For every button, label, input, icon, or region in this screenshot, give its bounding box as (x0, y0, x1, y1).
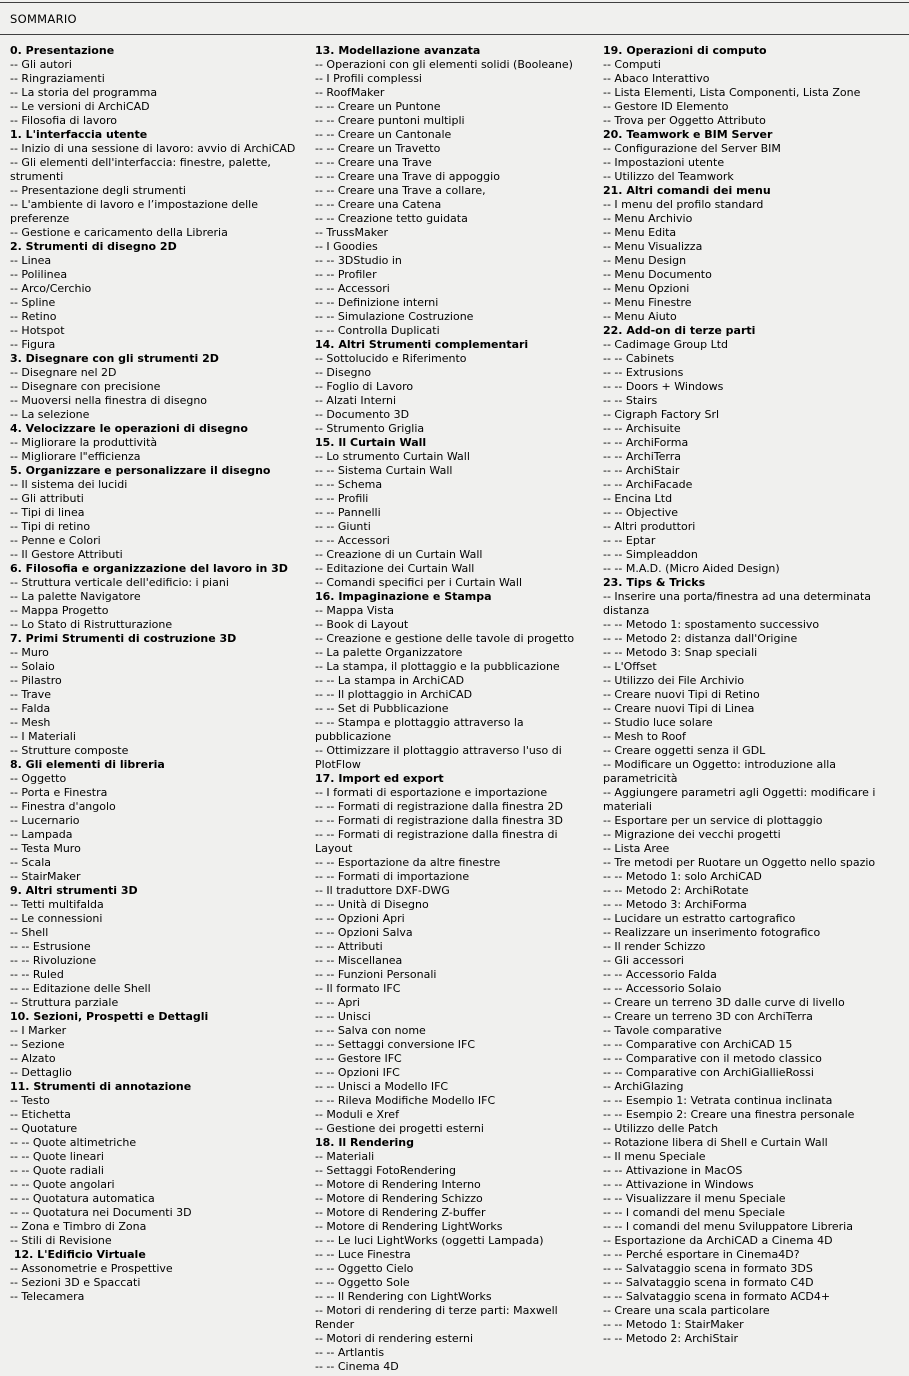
toc-item: -- -- ArchiStair (603, 464, 680, 477)
toc-item: -- ArchiGlazing (603, 1080, 684, 1093)
toc-item: -- -- Apri (315, 996, 360, 1009)
toc-item: -- -- Unità di Disegno (315, 898, 429, 911)
toc-section-heading: 6. Filosofia e organizzazione del lavoro in 3D (10, 562, 288, 575)
toc-item: -- Creare una scala particolare (603, 1304, 770, 1317)
toc-item: -- Gli attributi (10, 492, 84, 505)
toc-item: -- -- Creare una Trave di appoggio (315, 170, 500, 183)
toc-item: -- Motore di Rendering Interno (315, 1178, 481, 1191)
toc-item: -- -- Opzioni Salva (315, 926, 413, 939)
toc-item: -- -- Il plottaggio in ArchiCAD (315, 688, 473, 701)
toc-item: -- Gestione e caricamento della Libreria (10, 226, 228, 239)
toc-section-heading: 13. Modellazione avanzata (315, 44, 481, 57)
toc-item: -- -- Schema (315, 478, 383, 491)
toc-column-2 (315, 44, 596, 1374)
toc-item: -- Spline (10, 296, 56, 309)
toc-item: -- Solaio (10, 660, 55, 673)
toc-item: -- -- M.A.D. (Micro Aided Design) (603, 562, 780, 575)
sommario-page (0, 2, 909, 1374)
toc-item: -- -- Miscellanea (315, 954, 403, 967)
toc-item: -- -- Artlantis (315, 1346, 385, 1359)
toc-section-heading: 22. Add-on di terze parti (603, 324, 756, 337)
toc-item: -- -- Accessorio Solaio (603, 982, 722, 995)
toc-item: -- Disegno (315, 366, 372, 379)
page-title: SOMMARIO (10, 12, 77, 26)
toc-item: -- Migliorare la produttività (10, 436, 158, 449)
toc-item: -- Finestra d'angolo (10, 800, 116, 813)
toc-item: -- -- Estrusione (10, 940, 91, 953)
toc-item: -- Inizio di una sessione di lavoro: avvio di ArchiCAD (10, 142, 296, 155)
toc-item: -- -- Settaggi conversione IFC (315, 1038, 476, 1051)
toc-item: -- -- Formati di registrazione dalla finestra 2D (315, 800, 563, 813)
toc-item: -- Tavole comparative (603, 1024, 722, 1037)
toc-item: -- Inserire una porta/finestra ad una determinata distanza (603, 590, 875, 617)
toc-item: -- Le connessioni (10, 912, 103, 925)
toc-item: -- Menu Design (603, 254, 687, 267)
toc-item: -- -- Formati di importazione (315, 870, 470, 883)
toc-column-3 (603, 44, 909, 1346)
toc-item: -- Quotature (10, 1122, 78, 1135)
toc-item: -- Migliorare l"efficienza (10, 450, 141, 463)
toc-item: -- Menu Documento (603, 268, 712, 281)
toc-item: -- La stampa, il plottaggio e la pubblicazione (315, 660, 560, 673)
toc-item: -- Tipi di retino (10, 520, 91, 533)
toc-item: -- Editazione dei Curtain Wall (315, 562, 475, 575)
toc-item: -- Utilizzo del Teamwork (603, 170, 734, 183)
toc-item: -- -- Creare un Cantonale (315, 128, 452, 141)
toc-item: -- I menu del profilo standard (603, 198, 764, 211)
toc-item: -- Lista Aree (603, 842, 670, 855)
toc-item: -- -- Metodo 3: Snap speciali (603, 646, 758, 659)
toc-item: -- Ringraziamenti (10, 72, 105, 85)
toc-section-heading: 4. Velocizzare le operazioni di disegno (10, 422, 248, 435)
toc-item: -- -- Le luci LightWorks (oggetti Lampada) (315, 1234, 544, 1247)
toc-item: -- -- Creare una Trave a collare, (315, 184, 486, 197)
toc-item: -- Comandi specifici per i Curtain Wall (315, 576, 523, 589)
toc-item: -- Settaggi FotoRendering (315, 1164, 456, 1177)
toc-section-heading: 17. Import ed export (315, 772, 444, 785)
toc-item: -- Impostazioni utente (603, 156, 725, 169)
toc-section-heading: 2. Strumenti di disegno 2D (10, 240, 177, 253)
toc-item: -- Operazioni con gli elementi solidi (Booleane) (315, 58, 573, 71)
toc-item: -- Disegnare nel 2D (10, 366, 117, 379)
toc-item: -- Configurazione del Server BIM (603, 142, 781, 155)
toc-section-heading: 23. Tips & Tricks (603, 576, 706, 589)
toc-item: -- Lampada (10, 828, 73, 841)
toc-item: -- Il formato IFC (315, 982, 401, 995)
toc-item: -- Gestione dei progetti esterni (315, 1122, 484, 1135)
toc-section-heading: 1. L'interfaccia utente (10, 128, 148, 141)
toc-item: -- Le versioni di ArchiCAD (10, 100, 150, 113)
toc-item: -- Gli accessori (603, 954, 684, 967)
toc-item: -- Tipi di linea (10, 506, 85, 519)
toc-item: -- Penne e Colori (10, 534, 101, 547)
toc-item: -- -- Gestore IFC (315, 1052, 402, 1065)
toc-item: -- Gli elementi dell'interfaccia: finestre, palette, strumenti (10, 156, 275, 183)
toc-item: -- -- Controlla Duplicati (315, 324, 440, 337)
toc-item: -- -- Metodo 1: spostamento successivo (603, 618, 820, 631)
toc-item: -- -- I comandi del menu Sviluppatore Libreria (603, 1220, 853, 1233)
toc-item: -- Cadimage Group Ltd (603, 338, 729, 351)
toc-item: -- La storia del programma (10, 86, 158, 99)
toc-item: -- -- Opzioni IFC (315, 1066, 400, 1079)
toc-item: -- Sottolucido e Riferimento (315, 352, 467, 365)
toc-item: -- -- Cinema 4D (315, 1360, 399, 1373)
toc-item: -- Zona e Timbro di Zona (10, 1220, 147, 1233)
toc-item: -- Creare nuovi Tipi di Linea (603, 702, 755, 715)
toc-item: -- Menu Visualizza (603, 240, 703, 253)
toc-item: -- Creare nuovi Tipi di Retino (603, 688, 760, 701)
toc-item: -- Esportazione da ArchiCAD a Cinema 4D (603, 1234, 833, 1247)
toc-item: -- -- ArchiTerra (603, 450, 681, 463)
toc-item: -- Telecamera (10, 1290, 85, 1303)
toc-item: -- Lucernario (10, 814, 80, 827)
toc-item: -- -- Opzioni Apri (315, 912, 405, 925)
toc-item: -- -- Rivoluzione (10, 954, 97, 967)
toc-item: -- Scala (10, 856, 52, 869)
toc-item: -- Muro (10, 646, 49, 659)
toc-item: -- -- Metodo 2: ArchiStair (603, 1332, 739, 1345)
toc-item: -- Creare un terreno 3D con ArchiTerra (603, 1010, 813, 1023)
toc-item: -- Shell (10, 926, 49, 939)
header-rule (0, 34, 909, 35)
toc-item: -- -- Extrusions (603, 366, 684, 379)
toc-item: -- I formati di esportazione e importazione (315, 786, 548, 799)
toc-item: -- Il traduttore DXF-DWG (315, 884, 450, 897)
toc-item: -- Book di Layout (315, 618, 409, 631)
toc-item: -- Creare oggetti senza il GDL (603, 744, 766, 757)
toc-item: -- -- Salvataggio scena in formato ACD4+ (603, 1290, 831, 1303)
toc-item: -- Polilinea (10, 268, 68, 281)
toc-item: -- Linea (10, 254, 52, 267)
toc-item: -- -- Doors + Windows (603, 380, 724, 393)
toc-item: -- I Profili complessi (315, 72, 422, 85)
toc-section-heading: 20. Teamwork e BIM Server (603, 128, 773, 141)
toc-item: -- Lista Elementi, Lista Componenti, Lista Zone (603, 86, 861, 99)
toc-item: -- Creare un terreno 3D dalle curve di livello (603, 996, 845, 1009)
toc-item: -- -- Unisci (315, 1010, 371, 1023)
toc-item: -- Mesh to Roof (603, 730, 686, 743)
toc-item: -- Menu Edita (603, 226, 677, 239)
toc-item: -- -- Metodo 2: distanza dall'Origine (603, 632, 798, 645)
toc-item: -- La palette Navigatore (10, 590, 141, 603)
toc-item: -- Alzati Interni (315, 394, 397, 407)
toc-item: -- Il sistema dei lucidi (10, 478, 128, 491)
toc-item: -- I Marker (10, 1024, 67, 1037)
toc-item: -- -- Creare una Catena (315, 198, 442, 211)
toc-section-heading: 16. Impaginazione e Stampa (315, 590, 492, 603)
toc-item: -- Motori di rendering di terze parti: Maxwell Render (315, 1304, 562, 1331)
toc-item: -- Creazione e gestione delle tavole di progetto (315, 632, 575, 645)
toc-item: -- -- ArchiForma (603, 436, 689, 449)
toc-item: -- Porta e Finestra (10, 786, 108, 799)
toc-item: -- Strutture composte (10, 744, 129, 757)
toc-item: -- -- Metodo 2: ArchiRotate (603, 884, 749, 897)
toc-section-heading: 5. Organizzare e personalizzare il disegno (10, 464, 271, 477)
toc-item: -- Il render Schizzo (603, 940, 706, 953)
toc-item: -- -- Luce Finestra (315, 1248, 411, 1261)
toc-item: -- -- Funzioni Personali (315, 968, 437, 981)
toc-item: -- -- I comandi del menu Speciale (603, 1206, 785, 1219)
toc-section-heading: 21. Altri comandi dei menu (603, 184, 771, 197)
toc-item: -- Retino (10, 310, 57, 323)
toc-item: -- -- Attivazione in MacOS (603, 1164, 743, 1177)
toc-item: -- -- Attributi (315, 940, 383, 953)
toc-item: -- -- Quote radiali (10, 1164, 104, 1177)
toc-item: -- Il menu Speciale (603, 1150, 706, 1163)
toc-item: -- Struttura verticale dell'edificio: i piani (10, 576, 229, 589)
toc-item: -- Studio luce solare (603, 716, 713, 729)
toc-item: -- Motore di Rendering Schizzo (315, 1192, 483, 1205)
toc-columns (0, 44, 909, 1374)
toc-item: -- -- Formati di registrazione dalla finestra 3D (315, 814, 563, 827)
toc-section-heading: 0. Presentazione (10, 44, 115, 57)
toc-item: -- Pilastro (10, 674, 62, 687)
toc-item: -- -- Profili (315, 492, 369, 505)
toc-item: -- Computi (603, 58, 661, 71)
toc-item: -- Lo strumento Curtain Wall (315, 450, 470, 463)
toc-item: -- Alzato (10, 1052, 56, 1065)
toc-item: -- Foglio di Lavoro (315, 380, 414, 393)
toc-item: -- Tetti multifalda (10, 898, 104, 911)
toc-item: -- -- Pannelli (315, 506, 381, 519)
toc-section-heading: 14. Altri Strumenti complementari (315, 338, 529, 351)
toc-item: -- -- Objective (603, 506, 679, 519)
toc-item: -- -- Unisci a Modello IFC (315, 1080, 449, 1093)
toc-item: -- Mappa Progetto (10, 604, 109, 617)
toc-item: -- Tre metodi per Ruotare un Oggetto nello spazio (603, 856, 876, 869)
toc-item: -- Migrazione dei vecchi progetti (603, 828, 781, 841)
toc-section-heading: 7. Primi Strumenti di costruzione 3D (10, 632, 237, 645)
toc-item: -- Trova per Oggetto Attributo (603, 114, 766, 127)
toc-item: -- -- Eptar (603, 534, 656, 547)
toc-item: -- Altri produttori (603, 520, 696, 533)
toc-item: -- -- Stairs (603, 394, 658, 407)
toc-section-heading: 15. Il Curtain Wall (315, 436, 427, 449)
toc-item: -- Utilizzo dei File Archivio (603, 674, 745, 687)
toc-item: -- -- Profiler (315, 268, 377, 281)
toc-item: -- -- Cabinets (603, 352, 675, 365)
toc-item: -- Mesh (10, 716, 51, 729)
toc-item: -- Filosofia di lavoro (10, 114, 118, 127)
toc-item: -- Cigraph Factory Srl (603, 408, 720, 421)
toc-item: -- Modificare un Oggetto: introduzione alla parametricità (603, 758, 840, 785)
toc-item: -- -- Perché esportare in Cinema4D? (603, 1248, 800, 1261)
toc-item: -- -- Comparative con il metodo classico (603, 1052, 822, 1065)
toc-item: -- L'ambiente di lavoro e l’impostazione delle preferenze (10, 198, 262, 225)
toc-item: -- -- Accessori (315, 282, 390, 295)
toc-item: -- Assonometrie e Prospettive (10, 1262, 173, 1275)
toc-item: -- RoofMaker (315, 86, 385, 99)
toc-item: -- Il Gestore Attributi (10, 548, 123, 561)
toc-item: -- -- Giunti (315, 520, 371, 533)
toc-item: -- -- Creare una Trave (315, 156, 432, 169)
toc-item: -- -- Oggetto Cielo (315, 1262, 414, 1275)
toc-item: -- -- Salvataggio scena in formato 3DS (603, 1262, 813, 1275)
toc-item: -- TrussMaker (315, 226, 388, 239)
toc-item: -- -- ArchiFacade (603, 478, 693, 491)
toc-item: -- -- Formati di registrazione dalla finestra di Layout (315, 828, 561, 855)
toc-item: -- Arco/Cerchio (10, 282, 92, 295)
toc-item: -- Realizzare un inserimento fotografico (603, 926, 821, 939)
toc-section-heading: 19. Operazioni di computo (603, 44, 767, 57)
toc-item: -- Testo (10, 1094, 50, 1107)
toc-item: -- Hotspot (10, 324, 65, 337)
toc-item: -- Struttura parziale (10, 996, 119, 1009)
toc-item: -- -- Set di Pubblicazione (315, 702, 449, 715)
toc-item: -- -- 3DStudio in (315, 254, 402, 267)
toc-item: -- Testa Muro (10, 842, 81, 855)
toc-item: -- -- La stampa in ArchiCAD (315, 674, 465, 687)
toc-item: -- -- Quote lineari (10, 1150, 104, 1163)
toc-item: -- -- Rileva Modifiche Modello IFC (315, 1094, 496, 1107)
toc-item: -- Menu Archivio (603, 212, 693, 225)
toc-item: -- Rotazione libera di Shell e Curtain Wall (603, 1136, 828, 1149)
toc-item: -- Materiali (315, 1150, 375, 1163)
toc-item: -- Disegnare con precisione (10, 380, 161, 393)
toc-item: -- -- Salvataggio scena in formato C4D (603, 1276, 814, 1289)
toc-item: -- Gestore ID Elemento (603, 100, 729, 113)
toc-item: -- Menu Opzioni (603, 282, 690, 295)
toc-section-heading: 11. Strumenti di annotazione (10, 1080, 192, 1093)
toc-item: -- -- Editazione delle Shell (10, 982, 151, 995)
toc-item: -- Sezioni 3D e Spaccati (10, 1276, 141, 1289)
toc-item: -- -- Definizione interni (315, 296, 439, 309)
toc-section-heading: 12. L'Edificio Virtuale (10, 1248, 146, 1261)
toc-item: -- Etichetta (10, 1108, 71, 1121)
toc-section-heading: 9. Altri strumenti 3D (10, 884, 138, 897)
toc-section-heading: 3. Disegnare con gli strumenti 2D (10, 352, 219, 365)
toc-item: -- -- Attivazione in Windows (603, 1178, 754, 1191)
toc-item: -- Motori di rendering esterni (315, 1332, 474, 1345)
toc-item: -- -- Creazione tetto guidata (315, 212, 468, 225)
toc-item: -- -- Esportazione da altre finestre (315, 856, 501, 869)
toc-item: -- -- Quotatura nei Documenti 3D (10, 1206, 192, 1219)
toc-item: -- Moduli e Xref (315, 1108, 399, 1121)
toc-item: -- -- Quote angolari (10, 1178, 115, 1191)
toc-item: -- Creazione di un Curtain Wall (315, 548, 483, 561)
toc-item: -- Mappa Vista (315, 604, 394, 617)
toc-item: -- -- Creare un Puntone (315, 100, 441, 113)
toc-item: -- La selezione (10, 408, 90, 421)
toc-item: -- Strumento Griglia (315, 422, 425, 435)
toc-item: -- -- Esempio 2: Creare una finestra personale (603, 1108, 855, 1121)
toc-item: -- L'Offset (603, 660, 657, 673)
toc-section-heading: 10. Sezioni, Prospetti e Dettagli (10, 1010, 209, 1023)
toc-item: -- I Materiali (10, 730, 76, 743)
toc-item: -- Ottimizzare il plottaggio attraverso l'uso di PlotFlow (315, 744, 566, 771)
toc-item: -- La palette Organizzatore (315, 646, 463, 659)
toc-item: -- Documento 3D (315, 408, 410, 421)
toc-item: -- Esportare per un service di plottaggio (603, 814, 823, 827)
toc-item: -- Oggetto (10, 772, 67, 785)
toc-item: -- Motore di Rendering LightWorks (315, 1220, 503, 1233)
toc-item: -- StairMaker (10, 870, 81, 883)
toc-item: -- -- Esempio 1: Vetrata continua inclinata (603, 1094, 833, 1107)
toc-column-1 (10, 44, 306, 1304)
toc-item: -- -- Creare un Travetto (315, 142, 441, 155)
toc-item: -- Stili di Revisione (10, 1234, 112, 1247)
toc-section-heading: 8. Gli elementi di libreria (10, 758, 165, 771)
toc-item: -- -- Oggetto Sole (315, 1276, 410, 1289)
toc-item: -- Dettaglio (10, 1066, 72, 1079)
toc-item: -- -- Quotatura automatica (10, 1192, 155, 1205)
toc-item: -- -- Comparative con ArchiCAD 15 (603, 1038, 793, 1051)
toc-item: -- -- Ruled (10, 968, 64, 981)
toc-item: -- -- Simulazione Costruzione (315, 310, 474, 323)
toc-item: -- -- Accessorio Falda (603, 968, 717, 981)
toc-item: -- -- Metodo 1: solo ArchiCAD (603, 870, 762, 883)
toc-item: -- -- Archisuite (603, 422, 681, 435)
toc-item: -- -- Comparative con ArchiGiallieRossi (603, 1066, 814, 1079)
toc-item: -- I Goodies (315, 240, 378, 253)
toc-item: -- -- Salva con nome (315, 1024, 426, 1037)
toc-item: -- Sezione (10, 1038, 65, 1051)
toc-item: -- Aggiungere parametri agli Oggetti: modificare i materiali (603, 786, 879, 813)
toc-item: -- -- Il Rendering con LightWorks (315, 1290, 492, 1303)
toc-item: -- -- Quote altimetriche (10, 1136, 137, 1149)
toc-item: -- -- Visualizzare il menu Speciale (603, 1192, 786, 1205)
toc-item: -- Presentazione degli strumenti (10, 184, 186, 197)
toc-item: -- Encina Ltd (603, 492, 673, 505)
toc-item: -- Lucidare un estratto cartografico (603, 912, 796, 925)
toc-item: -- -- Creare puntoni multipli (315, 114, 465, 127)
toc-item: -- -- Stampa e plottaggio attraverso la pubblicazione (315, 716, 528, 743)
toc-item: -- Gli autori (10, 58, 72, 71)
toc-item: -- Abaco Interattivo (603, 72, 710, 85)
toc-item: -- Figura (10, 338, 56, 351)
toc-item: -- Trave (10, 688, 52, 701)
toc-item: -- -- Simpleaddon (603, 548, 698, 561)
toc-section-heading: 18. Il Rendering (315, 1136, 415, 1149)
toc-item: -- Menu Finestre (603, 296, 692, 309)
toc-item: -- -- Sistema Curtain Wall (315, 464, 453, 477)
toc-item: -- -- Metodo 1: StairMaker (603, 1318, 744, 1331)
toc-item: -- Utilizzo delle Patch (603, 1122, 719, 1135)
toc-item: -- Menu Aiuto (603, 310, 677, 323)
toc-item: -- Muoversi nella finestra di disegno (10, 394, 208, 407)
toc-item: -- Falda (10, 702, 51, 715)
toc-item: -- Motore di Rendering Z-buffer (315, 1206, 486, 1219)
toc-item: -- Lo Stato di Ristrutturazione (10, 618, 173, 631)
toc-item: -- -- Accessori (315, 534, 390, 547)
toc-item: -- -- Metodo 3: ArchiForma (603, 898, 747, 911)
